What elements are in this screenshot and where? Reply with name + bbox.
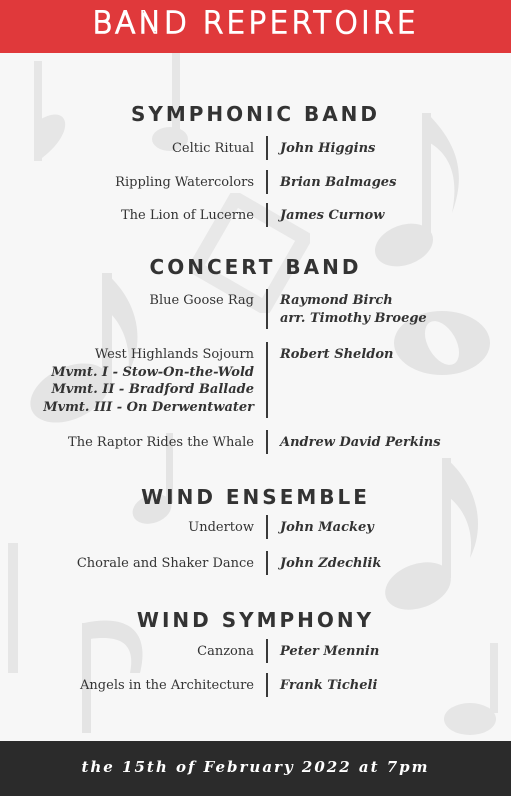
composer-name: Frank Ticheli [280, 678, 378, 693]
piece-title: Blue Goose Rag [149, 293, 254, 308]
piece-title: Rippling Watercolors [115, 175, 254, 190]
divider [266, 639, 268, 663]
divider [266, 136, 268, 160]
piece-title: Chorale and Shaker Dance [76, 556, 254, 571]
section-title-concert-band: CONCERT BAND [149, 255, 362, 279]
eighth-note-icon [380, 458, 490, 618]
movement-title: Mvmt. I - Stow-On-the-Wold [51, 364, 254, 380]
piece-title: West Highlands Sojourn [94, 347, 254, 362]
movement-title: Mvmt. III - On Derwentwater [43, 399, 254, 415]
concert-date: the 15th of February 2022 at 7pm [81, 757, 430, 776]
page-title: BAND REPERTOIRE [92, 6, 419, 41]
composer-name: Andrew David Perkins [280, 435, 441, 450]
composer-name: Brian Balmages [280, 175, 397, 190]
eighth-note-icon [430, 643, 510, 741]
divider [266, 203, 268, 227]
composer-name: Raymond Birch [280, 293, 393, 308]
movement-title: Mvmt. II - Bradford Ballade [51, 382, 254, 397]
arranger-name: arr. Timothy Broege [280, 311, 427, 326]
piece-title: Angels in the Architecture [80, 678, 254, 693]
composer-name: Robert Sheldon [280, 347, 394, 362]
divider [266, 430, 268, 454]
composer-name: John Higgins [280, 141, 376, 156]
divider [266, 515, 268, 539]
piece-title: The Lion of Lucerne [120, 208, 254, 223]
piece-title: Canzona [197, 644, 254, 659]
piece-title: Celtic Ritual [171, 141, 254, 156]
page-footer [0, 741, 511, 796]
piece-title: Undertow [188, 520, 254, 535]
composer-name: John Mackey [280, 520, 374, 535]
section-title-symphonic-band: SYMPHONIC BAND [130, 102, 381, 126]
composer-name: Peter Mennin [280, 644, 380, 659]
composer-name: John Zdechlik [280, 556, 382, 571]
section-title-wind-symphony: WIND SYMPHONY [136, 608, 375, 632]
divider [266, 673, 268, 697]
divider [266, 551, 268, 575]
divider [266, 342, 268, 418]
section-title-wind-ensemble: WIND ENSEMBLE [141, 485, 370, 509]
composer-name: James Curnow [280, 208, 385, 223]
divider [266, 170, 268, 194]
page-header [0, 0, 511, 53]
piece-title: The Raptor Rides the Whale [68, 435, 254, 450]
divider [266, 289, 268, 329]
